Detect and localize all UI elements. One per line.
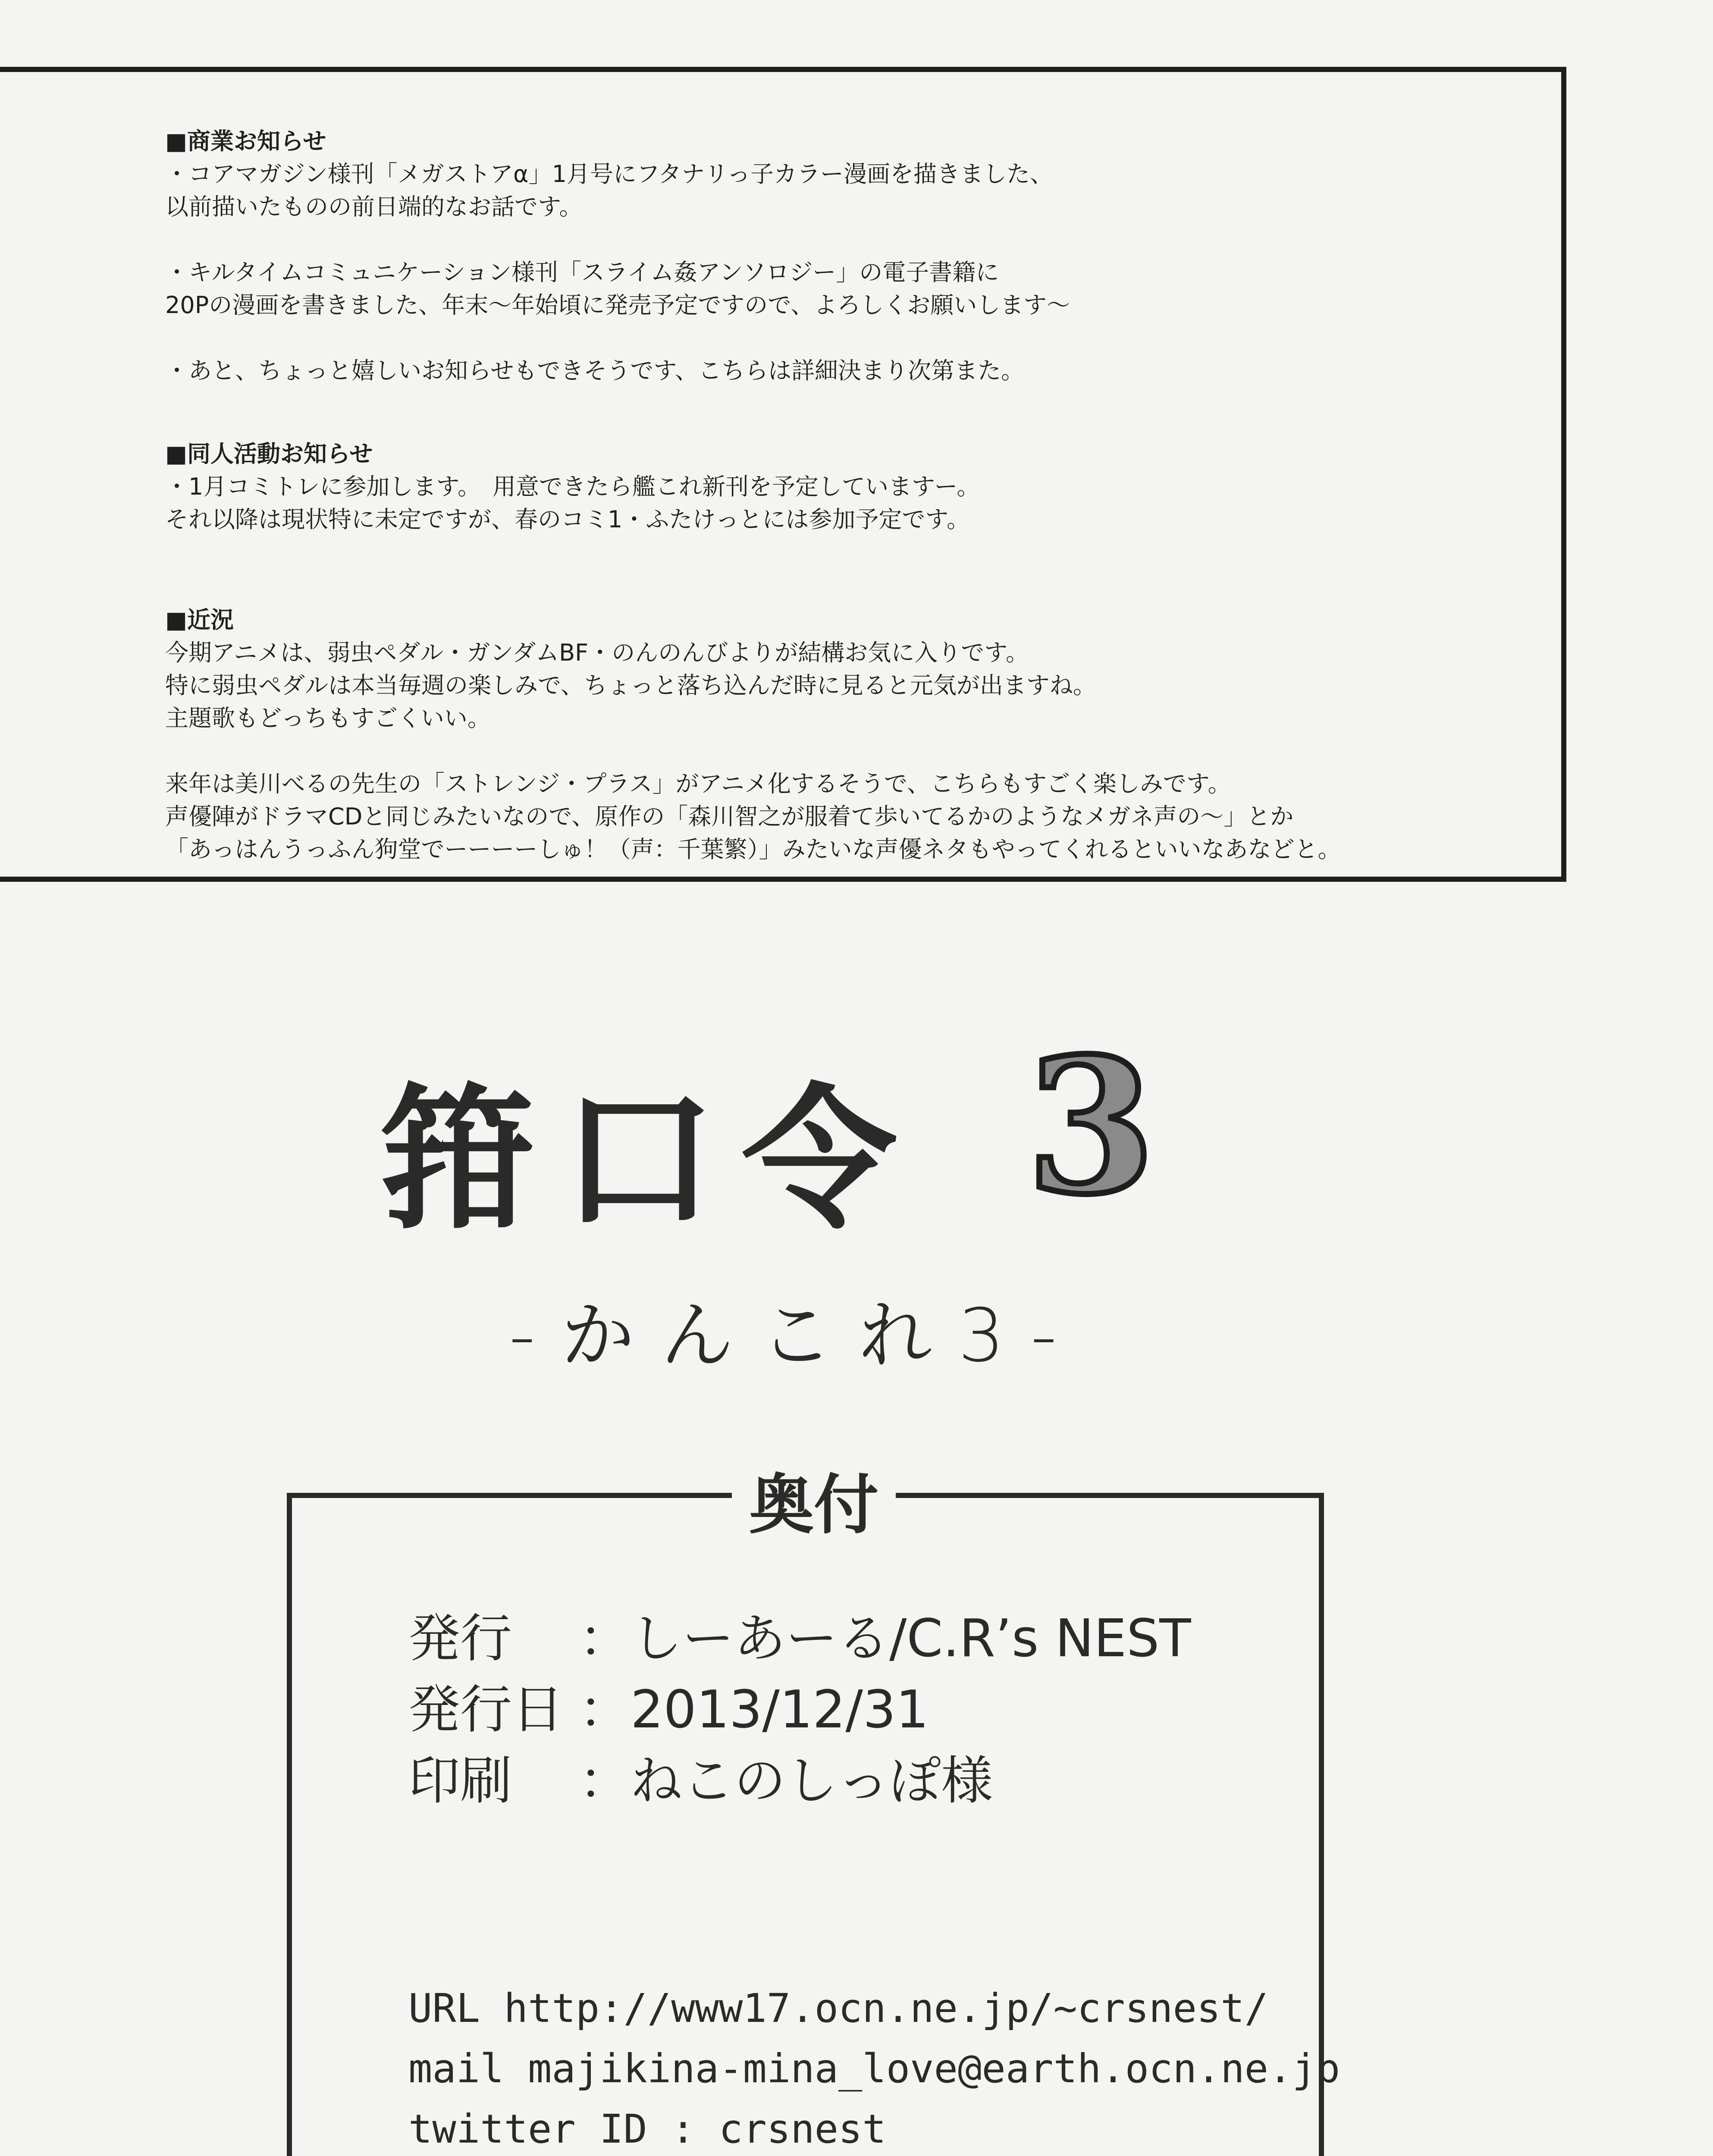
recent-news-line: 声優陣がドラマCDと同じみたいなので、原作の「森川智之が服着て歩いてるかのようなメガネ声の〜」とか [165, 803, 1294, 830]
commercial-news-section [165, 125, 1070, 387]
recent-news-line: 来年は美川べるの先生の「ストレンジ・プラス」がアニメ化するそうで、こちらもすごく楽しみです。 [165, 770, 1231, 797]
publish-date-label: 発行日 [408, 1680, 564, 1740]
publish-date-line [408, 1668, 929, 1742]
commercial-news-heading: ■商業お知らせ [165, 128, 326, 155]
book-subtitle: -かんこれ3- [509, 1293, 1083, 1379]
doujin-news-heading: ■同人活動お知らせ [165, 440, 373, 467]
doujin-news-line: ・1月コミトレに参加します。 用意できたら艦これ新刊を予定していますー。 [165, 473, 980, 500]
recent-news-line: 特に弱虫ペダルは本当毎週の楽しみで、ちょっと落ち込んだ時に見ると元気が出ますね。 [165, 672, 1096, 699]
recent-news-line: 主題歌もどっちもすごくいい。 [165, 705, 491, 732]
publisher-label: 発行 [408, 1609, 512, 1669]
mail-line: mail majikina-mina_love@earth.ocn.ne.jp [408, 2046, 1340, 2092]
colophon-box [287, 1468, 1340, 2156]
commercial-news-line: ・あと、ちょっと嬉しいお知らせもできそうです、こちらは詳細決まり次第また。 [165, 357, 1025, 384]
doujin-news-line: それ以降は現状特に未定ですが、春のコミ1・ふたけっとには参加予定です。 [165, 506, 970, 533]
commercial-news-line: ・キルタイムコミュニケーション様刊「スライム姦アンソロジー」の電子書籍に [165, 259, 999, 286]
printer-line [408, 1739, 993, 1814]
publish-date-value: ：2013/12/31 [579, 1680, 929, 1740]
book-title [380, 1018, 1199, 1285]
book-title-main: 箝口令 [380, 1068, 923, 1250]
colophon-heading: 奥付 [732, 1453, 896, 1546]
recent-news-line: 「あっはんうっふん狗堂でーーーーしゅ！（声：千葉繁）」みたいな声優ネタもやってくれるといいなあなどと。 [165, 836, 1341, 863]
printer-value: ：ねこのしっぽ様 [579, 1751, 993, 1811]
publisher-line [408, 1597, 1191, 1671]
recent-news-section [165, 604, 1341, 866]
recent-news-heading: ■近況 [165, 606, 234, 633]
publisher-value: ：しーあーる/C.R’s NEST [579, 1609, 1191, 1669]
commercial-news-line: ・コアマガジン様刊「メガストアα」1月号にフタナリっ子カラー漫画を描きました、 [165, 160, 1054, 188]
recent-news-line: 今期アニメは、弱虫ペダル・ガンダムBF・のんのんびよりが結構お気に入りです。 [165, 639, 1029, 666]
twitter-line: twitter ID : crsnest [408, 2106, 886, 2152]
printer-label: 印刷 [408, 1751, 512, 1811]
commercial-news-line: 以前描いたものの前日端的なお話です。 [165, 193, 583, 220]
url-line: URL http://www17.ocn.ne.jp/~crsnest/ [408, 1985, 1268, 2031]
commercial-news-line: 20Pの漫画を書きました、年末〜年始頃に発売予定ですので、よろしくお願いします〜 [165, 291, 1070, 319]
book-title-number: 3 [1026, 1018, 1156, 1235]
doujin-news-section [165, 438, 980, 536]
